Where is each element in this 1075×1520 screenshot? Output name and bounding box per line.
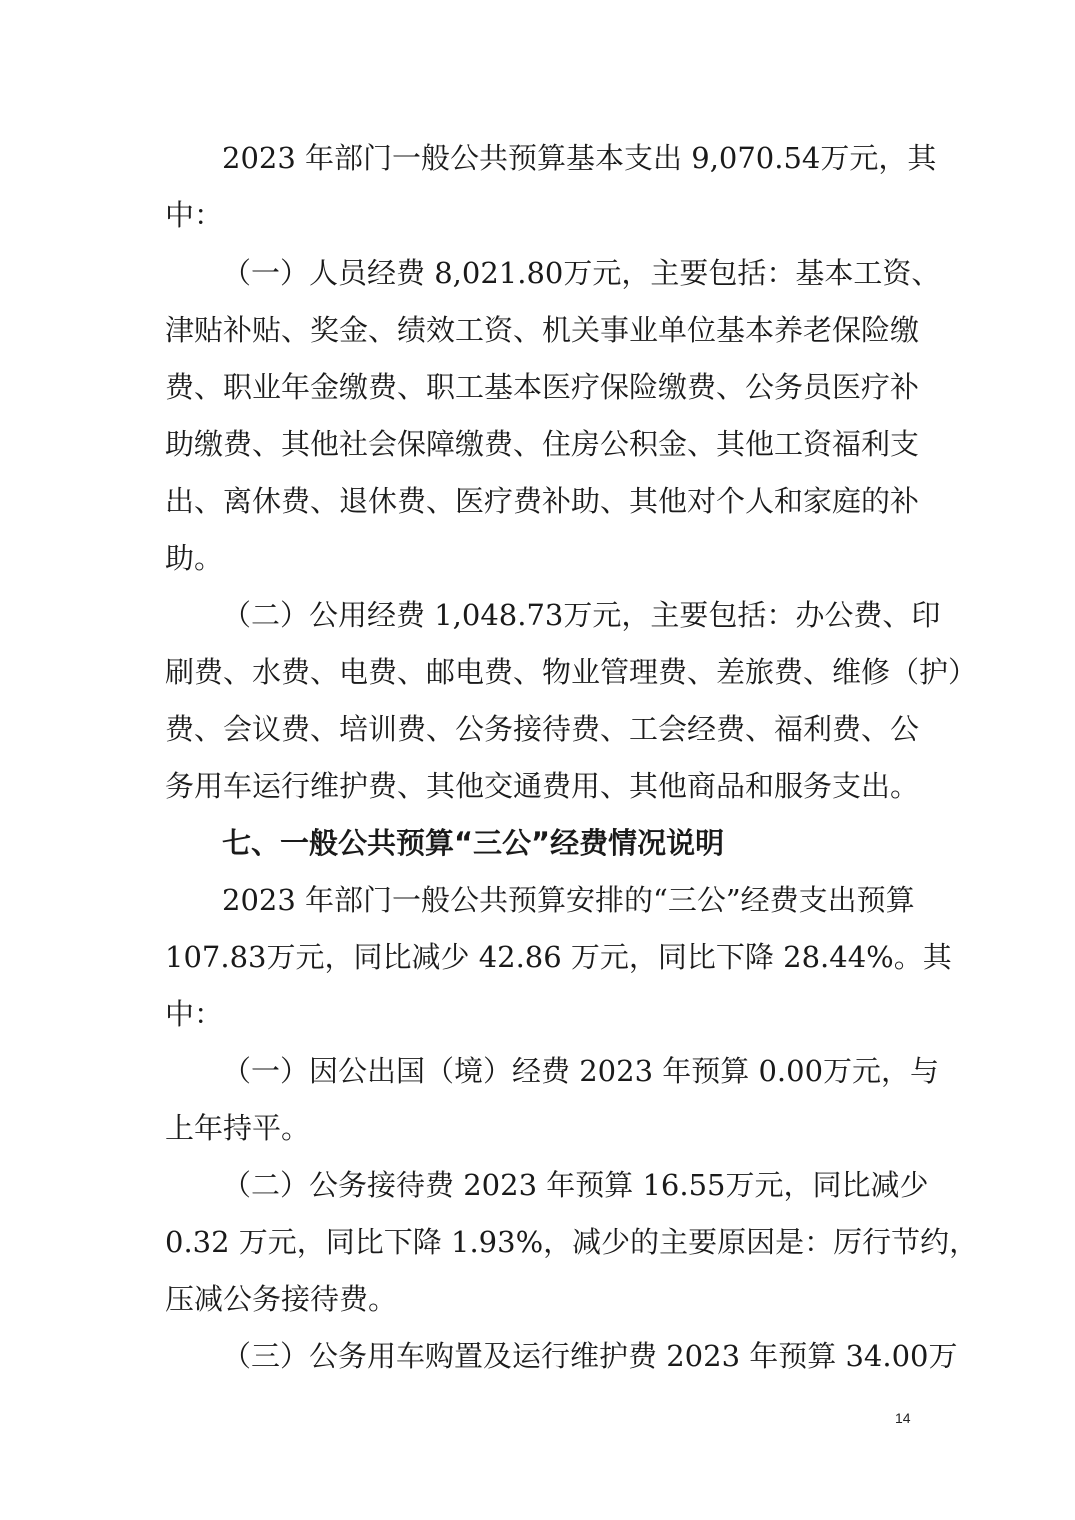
paragraph-personnel-line-1: （一）人员经费 8,021.80万元，主要包括：基本工资、 <box>222 256 941 290</box>
paragraph-personnel-line-2: 津贴补贴、奖金、绩效工资、机关事业单位基本养老保险缴 <box>165 313 920 347</box>
paragraph-public-funds-line-2: 刷费、水费、电费、邮电费、物业管理费、差旅费、维修（护） <box>165 655 978 689</box>
section-heading-three-public: 七、一般公共预算“三公”经费情况说明 <box>222 826 725 860</box>
paragraph-public-funds-line-3: 费、会议费、培训费、公务接待费、工会经费、福利费、公 <box>165 712 920 746</box>
paragraph-overseas-line-1: （一）因公出国（境）经费 2023 年预算 0.00万元，与 <box>222 1054 940 1088</box>
paragraph-three-public-line-1: 2023 年部门一般公共预算安排的“三公”经费支出预算 <box>222 883 915 917</box>
paragraph-personnel-line-4: 助缴费、其他社会保障缴费、住房公积金、其他工资福利支 <box>165 427 920 461</box>
paragraph-basic-expenditure-line-1: 2023 年部门一般公共预算基本支出 9,070.54万元，其 <box>222 141 937 175</box>
paragraph-overseas-line-2: 上年持平。 <box>165 1111 311 1145</box>
paragraph-reception-line-3: 压减公务接待费。 <box>165 1282 398 1316</box>
paragraph-personnel-line-3: 费、职业年金缴费、职工基本医疗保险缴费、公务员医疗补 <box>165 370 920 404</box>
paragraph-basic-expenditure-line-2: 中： <box>165 198 224 232</box>
paragraph-three-public-line-3: 中： <box>165 997 224 1031</box>
paragraph-public-funds-line-4: 务用车运行维护费、其他交通费用、其他商品和服务支出。 <box>165 769 920 803</box>
page-number: 14 <box>895 1410 911 1426</box>
paragraph-reception-line-1: （二）公务接待费 2023 年预算 16.55万元，同比减少 <box>222 1168 929 1202</box>
paragraph-vehicle-line-1: （三）公务用车购置及运行维护费 2023 年预算 34.00万 <box>222 1339 958 1373</box>
paragraph-public-funds-line-1: （二）公用经费 1,048.73万元，主要包括：办公费、印 <box>222 598 941 632</box>
paragraph-three-public-line-2: 107.83万元，同比减少 42.86 万元，同比下降 28.44%。其 <box>165 940 952 974</box>
paragraph-personnel-line-5: 出、离休费、退休费、医疗费补助、其他对个人和家庭的补 <box>165 484 920 518</box>
paragraph-reception-line-2: 0.32 万元，同比下降 1.93%，减少的主要原因是：厉行节约， <box>165 1225 979 1259</box>
paragraph-personnel-line-6: 助。 <box>165 541 224 575</box>
